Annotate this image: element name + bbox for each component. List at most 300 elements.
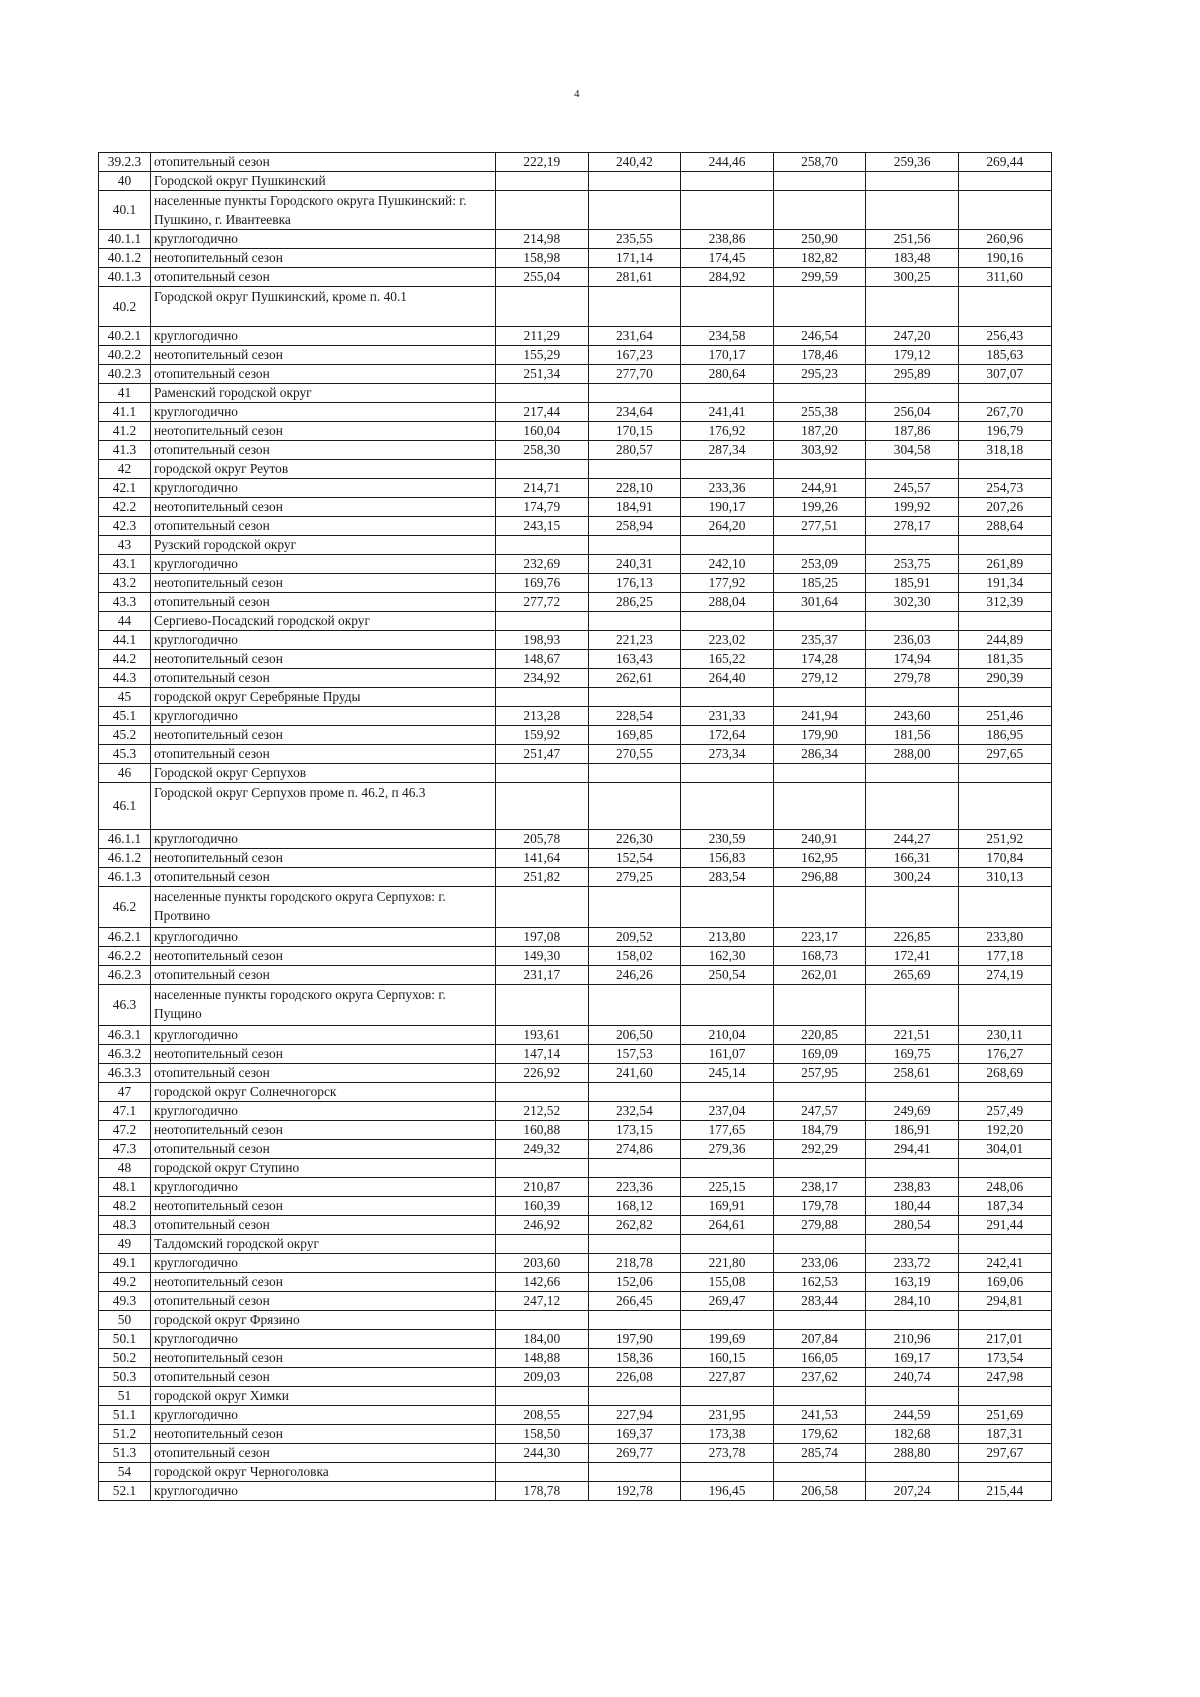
tariff-value-cell: 269,47 <box>681 1292 774 1311</box>
tariff-value-cell <box>958 1159 1051 1178</box>
tariff-value-cell: 251,47 <box>496 745 589 764</box>
row-number-cell: 40.2.1 <box>99 327 151 346</box>
tariff-value-cell <box>866 191 959 230</box>
table-row <box>99 1330 1052 1349</box>
tariff-value-cell <box>866 688 959 707</box>
tariff-value-cell: 163,43 <box>588 650 681 669</box>
tariff-value-cell: 212,52 <box>496 1102 589 1121</box>
tariff-value-cell <box>496 1159 589 1178</box>
tariff-value-cell: 258,70 <box>773 153 866 172</box>
tariff-value-cell <box>958 887 1051 928</box>
tariff-value-cell: 311,60 <box>958 268 1051 287</box>
tariff-value-cell: 165,22 <box>681 650 774 669</box>
row-number-cell: 46.2.2 <box>99 947 151 966</box>
tariff-value-cell <box>773 536 866 555</box>
row-name-cell: отопительный сезон <box>151 1292 496 1311</box>
tariff-value-cell: 178,78 <box>496 1482 589 1501</box>
tariff-value-cell: 176,27 <box>958 1045 1051 1064</box>
tariff-value-cell: 170,17 <box>681 346 774 365</box>
tariff-value-cell: 244,59 <box>866 1406 959 1425</box>
row-name-cell: отопительный сезон <box>151 1368 496 1387</box>
row-number-cell: 49.2 <box>99 1273 151 1292</box>
tariff-value-cell: 197,90 <box>588 1330 681 1349</box>
tariff-value-cell: 302,30 <box>866 593 959 612</box>
tariff-value-cell: 183,48 <box>866 249 959 268</box>
tariff-value-cell <box>588 783 681 830</box>
row-number-cell: 40.2.3 <box>99 365 151 384</box>
tariff-value-cell <box>773 1387 866 1406</box>
tariff-value-cell: 177,18 <box>958 947 1051 966</box>
tariff-value-cell: 297,65 <box>958 745 1051 764</box>
table-row <box>99 1026 1052 1045</box>
tariff-value-cell: 186,91 <box>866 1121 959 1140</box>
tariff-value-cell <box>958 460 1051 479</box>
tariff-value-cell <box>773 1083 866 1102</box>
tariff-value-cell: 233,06 <box>773 1254 866 1273</box>
tariff-value-cell: 258,94 <box>588 517 681 536</box>
row-number-cell: 48.3 <box>99 1216 151 1235</box>
table-row <box>99 1254 1052 1273</box>
table-row <box>99 1349 1052 1368</box>
tariff-value-cell: 203,60 <box>496 1254 589 1273</box>
tariff-value-cell: 227,94 <box>588 1406 681 1425</box>
row-number-cell: 46.3 <box>99 985 151 1026</box>
tariff-value-cell: 266,45 <box>588 1292 681 1311</box>
table-row <box>99 574 1052 593</box>
row-name-cell: отопительный сезон <box>151 1216 496 1235</box>
tariff-value-cell <box>681 460 774 479</box>
row-name-cell: отопительный сезон <box>151 966 496 985</box>
row-number-cell: 50.3 <box>99 1368 151 1387</box>
table-row <box>99 191 1052 230</box>
tariff-value-cell: 207,24 <box>866 1482 959 1501</box>
tariff-value-cell: 238,83 <box>866 1178 959 1197</box>
row-number-cell: 46.3.3 <box>99 1064 151 1083</box>
tariff-value-cell: 149,30 <box>496 947 589 966</box>
row-number-cell: 41 <box>99 384 151 403</box>
tariff-table <box>98 152 1052 1501</box>
row-name-cell: круглогодично <box>151 1406 496 1425</box>
tariff-value-cell: 234,64 <box>588 403 681 422</box>
tariff-value-cell <box>588 985 681 1026</box>
tariff-value-cell: 254,73 <box>958 479 1051 498</box>
row-name-cell: Талдомский городской округ <box>151 1235 496 1254</box>
tariff-value-cell: 280,57 <box>588 441 681 460</box>
tariff-value-cell: 221,51 <box>866 1026 959 1045</box>
tariff-value-cell: 209,03 <box>496 1368 589 1387</box>
table-row <box>99 403 1052 422</box>
tariff-value-cell: 250,90 <box>773 230 866 249</box>
tariff-value-cell <box>496 1083 589 1102</box>
tariff-value-cell: 168,12 <box>588 1197 681 1216</box>
table-row <box>99 745 1052 764</box>
row-name-cell: отопительный сезон <box>151 441 496 460</box>
table-row <box>99 346 1052 365</box>
tariff-value-cell: 230,11 <box>958 1026 1051 1045</box>
tariff-value-cell: 257,49 <box>958 1102 1051 1121</box>
tariff-value-cell: 214,71 <box>496 479 589 498</box>
tariff-value-cell <box>681 384 774 403</box>
tariff-value-cell: 253,75 <box>866 555 959 574</box>
tariff-value-cell: 273,78 <box>681 1444 774 1463</box>
table-row <box>99 650 1052 669</box>
tariff-value-cell <box>681 1159 774 1178</box>
tariff-value-cell <box>866 1235 959 1254</box>
tariff-value-cell: 242,41 <box>958 1254 1051 1273</box>
tariff-value-cell: 223,17 <box>773 928 866 947</box>
row-name-cell: городской округ Химки <box>151 1387 496 1406</box>
tariff-value-cell <box>496 172 589 191</box>
table-row <box>99 498 1052 517</box>
tariff-value-cell <box>681 985 774 1026</box>
tariff-value-cell <box>866 1083 959 1102</box>
tariff-value-cell <box>773 612 866 631</box>
table-row <box>99 868 1052 887</box>
tariff-value-cell: 225,15 <box>681 1178 774 1197</box>
tariff-value-cell: 279,12 <box>773 669 866 688</box>
tariff-value-cell: 261,89 <box>958 555 1051 574</box>
tariff-value-cell <box>496 287 589 327</box>
tariff-value-cell <box>773 287 866 327</box>
table-row <box>99 1273 1052 1292</box>
tariff-value-cell: 217,44 <box>496 403 589 422</box>
tariff-value-cell: 284,92 <box>681 268 774 287</box>
tariff-value-cell <box>681 1311 774 1330</box>
tariff-value-cell <box>681 287 774 327</box>
row-number-cell: 43.1 <box>99 555 151 574</box>
tariff-value-cell: 237,62 <box>773 1368 866 1387</box>
tariff-value-cell: 259,36 <box>866 153 959 172</box>
table-row <box>99 830 1052 849</box>
tariff-value-cell: 255,04 <box>496 268 589 287</box>
tariff-value-cell: 299,59 <box>773 268 866 287</box>
tariff-value-cell: 173,38 <box>681 1425 774 1444</box>
tariff-value-cell: 288,80 <box>866 1444 959 1463</box>
tariff-value-cell: 242,10 <box>681 555 774 574</box>
row-number-cell: 40 <box>99 172 151 191</box>
tariff-value-cell: 198,93 <box>496 631 589 650</box>
row-name-cell: круглогодично <box>151 327 496 346</box>
table-row <box>99 887 1052 928</box>
row-name-cell: круглогодично <box>151 230 496 249</box>
tariff-value-cell: 234,58 <box>681 327 774 346</box>
tariff-value-cell: 152,06 <box>588 1273 681 1292</box>
tariff-value-cell <box>496 688 589 707</box>
tariff-value-cell: 210,96 <box>866 1330 959 1349</box>
tariff-value-cell <box>681 612 774 631</box>
tariff-value-cell: 268,69 <box>958 1064 1051 1083</box>
tariff-value-cell <box>866 783 959 830</box>
tariff-value-cell: 240,91 <box>773 830 866 849</box>
tariff-value-cell: 262,82 <box>588 1216 681 1235</box>
tariff-value-cell: 166,05 <box>773 1349 866 1368</box>
tariff-value-cell: 218,78 <box>588 1254 681 1273</box>
row-number-cell: 42.2 <box>99 498 151 517</box>
tariff-value-cell <box>958 688 1051 707</box>
tariff-value-cell: 233,36 <box>681 479 774 498</box>
tariff-value-cell <box>496 1235 589 1254</box>
tariff-value-cell <box>681 191 774 230</box>
tariff-value-cell: 277,72 <box>496 593 589 612</box>
tariff-value-cell <box>958 764 1051 783</box>
tariff-value-cell <box>588 887 681 928</box>
row-name-cell: круглогодично <box>151 1254 496 1273</box>
row-number-cell: 41.1 <box>99 403 151 422</box>
tariff-value-cell: 249,69 <box>866 1102 959 1121</box>
row-number-cell: 47.3 <box>99 1140 151 1159</box>
row-name-cell: неотопительный сезон <box>151 849 496 868</box>
row-name-cell: круглогодично <box>151 928 496 947</box>
tariff-value-cell: 221,23 <box>588 631 681 650</box>
tariff-value-cell: 185,63 <box>958 346 1051 365</box>
tariff-value-cell: 222,19 <box>496 153 589 172</box>
row-number-cell: 46.3.1 <box>99 1026 151 1045</box>
row-name-cell: неотопительный сезон <box>151 650 496 669</box>
tariff-value-cell <box>681 1083 774 1102</box>
tariff-value-cell: 160,39 <box>496 1197 589 1216</box>
tariff-value-cell: 160,88 <box>496 1121 589 1140</box>
tariff-value-cell: 173,15 <box>588 1121 681 1140</box>
table-row <box>99 153 1052 172</box>
tariff-value-cell <box>588 1311 681 1330</box>
tariff-value-cell <box>866 287 959 327</box>
table-row <box>99 287 1052 327</box>
tariff-value-cell: 228,10 <box>588 479 681 498</box>
tariff-value-cell: 176,13 <box>588 574 681 593</box>
table-row <box>99 1292 1052 1311</box>
tariff-value-cell: 286,25 <box>588 593 681 612</box>
row-name-cell: городской округ Фрязино <box>151 1311 496 1330</box>
tariff-value-cell <box>496 985 589 1026</box>
tariff-value-cell: 260,96 <box>958 230 1051 249</box>
row-name-cell: круглогодично <box>151 479 496 498</box>
table-row <box>99 1159 1052 1178</box>
tariff-value-cell: 220,85 <box>773 1026 866 1045</box>
table-row <box>99 1064 1052 1083</box>
tariff-value-cell: 251,56 <box>866 230 959 249</box>
tariff-value-cell <box>588 1235 681 1254</box>
row-name-cell: городской округ Ступино <box>151 1159 496 1178</box>
tariff-value-cell: 286,34 <box>773 745 866 764</box>
tariff-value-cell: 210,87 <box>496 1178 589 1197</box>
tariff-value-cell: 157,53 <box>588 1045 681 1064</box>
tariff-value-cell: 169,09 <box>773 1045 866 1064</box>
tariff-value-cell: 247,20 <box>866 327 959 346</box>
table-row <box>99 1444 1052 1463</box>
tariff-value-cell: 307,07 <box>958 365 1051 384</box>
tariff-value-cell: 174,28 <box>773 650 866 669</box>
table-row <box>99 985 1052 1026</box>
row-name-cell: неотопительный сезон <box>151 1121 496 1140</box>
tariff-value-cell <box>681 887 774 928</box>
tariff-value-cell: 217,01 <box>958 1330 1051 1349</box>
tariff-value-cell: 187,34 <box>958 1197 1051 1216</box>
page-number: 4 <box>574 88 580 100</box>
tariff-value-cell: 295,89 <box>866 365 959 384</box>
row-number-cell: 51 <box>99 1387 151 1406</box>
tariff-value-cell <box>773 688 866 707</box>
row-number-cell: 54 <box>99 1463 151 1482</box>
tariff-value-cell: 190,16 <box>958 249 1051 268</box>
tariff-value-cell <box>588 172 681 191</box>
row-number-cell: 49.1 <box>99 1254 151 1273</box>
tariff-value-cell <box>773 1159 866 1178</box>
tariff-value-cell <box>773 1235 866 1254</box>
tariff-value-cell: 285,74 <box>773 1444 866 1463</box>
tariff-value-cell: 233,72 <box>866 1254 959 1273</box>
tariff-value-cell: 290,39 <box>958 669 1051 688</box>
tariff-value-cell <box>588 1387 681 1406</box>
table-row <box>99 555 1052 574</box>
tariff-value-cell: 274,86 <box>588 1140 681 1159</box>
tariff-value-cell <box>496 460 589 479</box>
row-number-cell: 46 <box>99 764 151 783</box>
tariff-value-cell: 280,64 <box>681 365 774 384</box>
table-row <box>99 1235 1052 1254</box>
row-name-cell: неотопительный сезон <box>151 422 496 441</box>
tariff-value-cell: 230,59 <box>681 830 774 849</box>
tariff-value-cell: 251,82 <box>496 868 589 887</box>
row-number-cell: 39.2.3 <box>99 153 151 172</box>
tariff-value-cell: 231,95 <box>681 1406 774 1425</box>
table-row <box>99 1387 1052 1406</box>
tariff-value-cell: 265,69 <box>866 966 959 985</box>
tariff-value-cell <box>496 1387 589 1406</box>
tariff-value-cell <box>866 764 959 783</box>
row-number-cell: 40.1.2 <box>99 249 151 268</box>
tariff-value-cell: 223,02 <box>681 631 774 650</box>
tariff-value-cell: 148,88 <box>496 1349 589 1368</box>
row-name-cell: отопительный сезон <box>151 669 496 688</box>
tariff-value-cell: 178,46 <box>773 346 866 365</box>
row-number-cell: 50 <box>99 1311 151 1330</box>
tariff-value-cell: 244,30 <box>496 1444 589 1463</box>
tariff-value-cell: 251,92 <box>958 830 1051 849</box>
row-number-cell: 45 <box>99 688 151 707</box>
tariff-value-cell: 171,14 <box>588 249 681 268</box>
tariff-value-cell: 294,41 <box>866 1140 959 1159</box>
tariff-value-cell: 262,01 <box>773 966 866 985</box>
row-name-cell: круглогодично <box>151 555 496 574</box>
tariff-value-cell: 169,17 <box>866 1349 959 1368</box>
table-row <box>99 726 1052 745</box>
tariff-value-cell: 156,83 <box>681 849 774 868</box>
tariff-value-cell: 231,64 <box>588 327 681 346</box>
tariff-value-cell: 288,64 <box>958 517 1051 536</box>
tariff-value-cell: 280,54 <box>866 1216 959 1235</box>
row-name-cell: неотопительный сезон <box>151 1349 496 1368</box>
tariff-value-cell: 205,78 <box>496 830 589 849</box>
tariff-value-cell: 233,80 <box>958 928 1051 947</box>
tariff-value-cell: 142,66 <box>496 1273 589 1292</box>
table-row <box>99 1140 1052 1159</box>
tariff-value-cell: 278,17 <box>866 517 959 536</box>
tariff-value-cell: 191,34 <box>958 574 1051 593</box>
tariff-value-cell <box>496 887 589 928</box>
tariff-value-cell: 312,39 <box>958 593 1051 612</box>
tariff-value-cell: 213,80 <box>681 928 774 947</box>
tariff-value-cell <box>958 287 1051 327</box>
table-row <box>99 1425 1052 1444</box>
tariff-value-cell <box>681 536 774 555</box>
tariff-value-cell: 269,44 <box>958 153 1051 172</box>
row-number-cell: 40.1.1 <box>99 230 151 249</box>
table-row <box>99 1102 1052 1121</box>
tariff-value-cell: 155,29 <box>496 346 589 365</box>
tariff-value-cell <box>773 783 866 830</box>
row-number-cell: 50.1 <box>99 1330 151 1349</box>
tariff-value-cell: 245,57 <box>866 479 959 498</box>
table-row <box>99 1178 1052 1197</box>
tariff-value-cell: 295,23 <box>773 365 866 384</box>
tariff-value-cell: 187,86 <box>866 422 959 441</box>
tariff-value-cell <box>588 536 681 555</box>
tariff-value-cell <box>958 1235 1051 1254</box>
row-name-cell: неотопительный сезон <box>151 726 496 745</box>
tariff-value-cell <box>496 783 589 830</box>
table-row <box>99 384 1052 403</box>
row-name-cell: круглогодично <box>151 1102 496 1121</box>
tariff-value-cell: 288,00 <box>866 745 959 764</box>
row-number-cell: 43.2 <box>99 574 151 593</box>
tariff-value-cell: 182,82 <box>773 249 866 268</box>
tariff-value-cell <box>958 172 1051 191</box>
row-number-cell: 46.2.3 <box>99 966 151 985</box>
row-name-cell: неотопительный сезон <box>151 1045 496 1064</box>
tariff-value-cell: 161,07 <box>681 1045 774 1064</box>
table-row <box>99 422 1052 441</box>
tariff-value-cell: 197,08 <box>496 928 589 947</box>
tariff-value-cell <box>773 172 866 191</box>
row-name-cell: круглогодично <box>151 631 496 650</box>
row-number-cell: 46.1.1 <box>99 830 151 849</box>
tariff-value-cell: 238,86 <box>681 230 774 249</box>
row-name-cell: круглогодично <box>151 403 496 422</box>
tariff-value-cell: 247,12 <box>496 1292 589 1311</box>
tariff-value-cell: 244,27 <box>866 830 959 849</box>
tariff-value-cell <box>773 887 866 928</box>
tariff-value-cell: 251,46 <box>958 707 1051 726</box>
tariff-value-cell: 172,41 <box>866 947 959 966</box>
tariff-value-cell <box>958 985 1051 1026</box>
tariff-value-cell: 303,92 <box>773 441 866 460</box>
row-number-cell: 47 <box>99 1083 151 1102</box>
tariff-value-cell: 279,78 <box>866 669 959 688</box>
tariff-value-cell: 192,78 <box>588 1482 681 1501</box>
row-number-cell: 51.2 <box>99 1425 151 1444</box>
table-row <box>99 1406 1052 1425</box>
row-number-cell: 44 <box>99 612 151 631</box>
tariff-value-cell <box>588 191 681 230</box>
tariff-value-cell <box>496 1311 589 1330</box>
tariff-value-cell: 247,57 <box>773 1102 866 1121</box>
tariff-value-cell: 246,26 <box>588 966 681 985</box>
table-row <box>99 441 1052 460</box>
row-name-cell: отопительный сезон <box>151 268 496 287</box>
tariff-table-container <box>98 152 1051 1501</box>
tariff-value-cell: 304,01 <box>958 1140 1051 1159</box>
tariff-value-cell: 177,92 <box>681 574 774 593</box>
table-row <box>99 966 1052 985</box>
tariff-value-cell: 304,58 <box>866 441 959 460</box>
tariff-table-body <box>99 153 1052 1501</box>
tariff-value-cell: 227,87 <box>681 1368 774 1387</box>
tariff-value-cell: 251,34 <box>496 365 589 384</box>
table-row <box>99 536 1052 555</box>
row-number-cell: 48.1 <box>99 1178 151 1197</box>
tariff-value-cell: 159,92 <box>496 726 589 745</box>
row-number-cell: 44.3 <box>99 669 151 688</box>
